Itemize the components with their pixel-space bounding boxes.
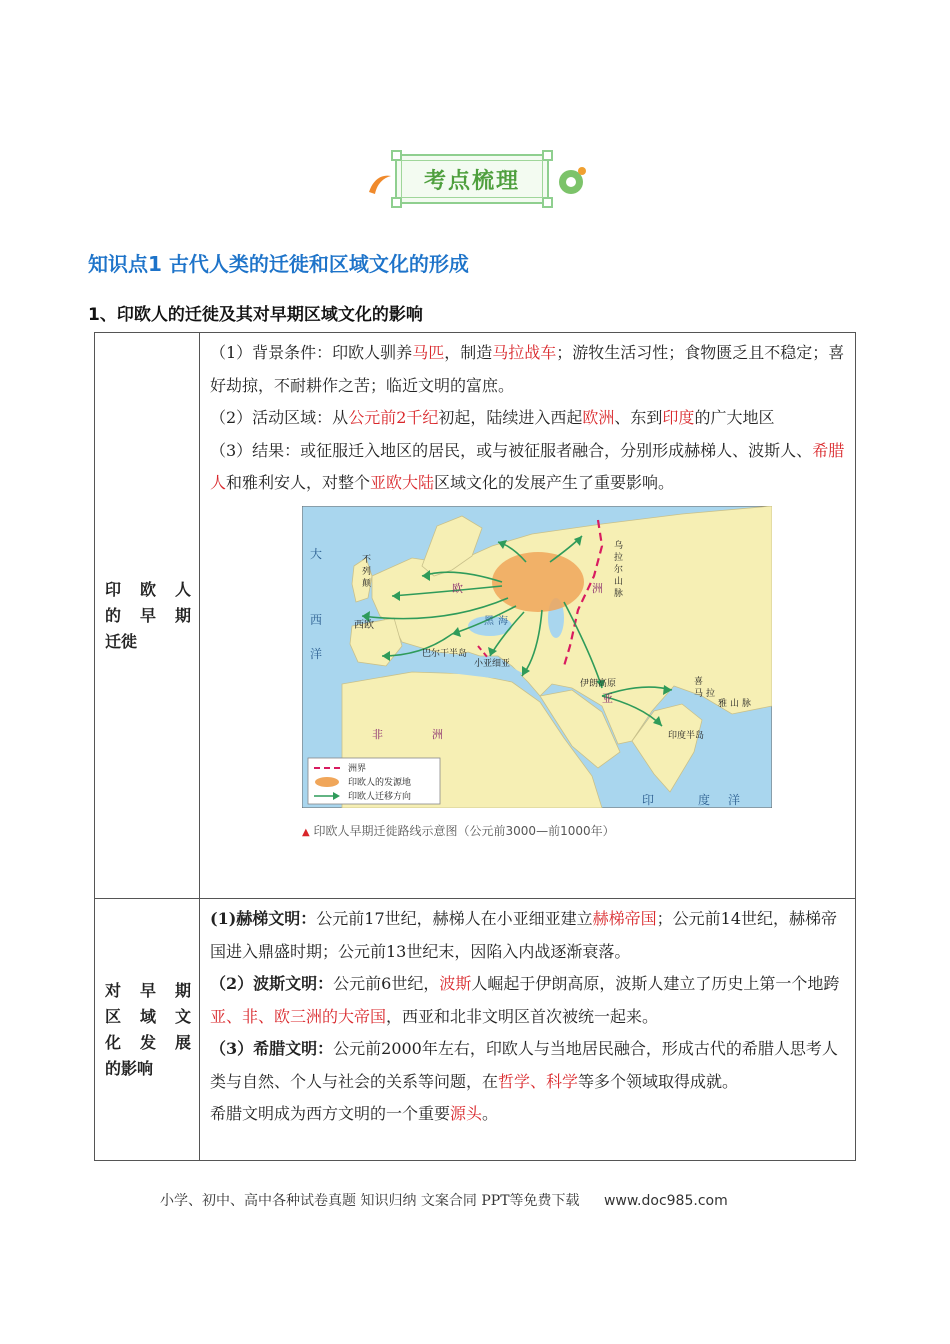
label-line: 印欧人 — [105, 579, 191, 599]
map-label: 非 — [372, 727, 383, 741]
map-label: 大 — [310, 546, 323, 561]
section-title: 知识点1 古代人类的迁徙和区域文化的形成 — [88, 252, 469, 276]
map-label: 列 — [362, 566, 372, 577]
legend-item: 印欧人迁移方向 — [348, 791, 412, 802]
legend-item: 洲界 — [348, 763, 367, 774]
map-label: 伊朗高原 — [580, 678, 617, 689]
map-label: 印 — [642, 792, 655, 807]
label-line: 迁徙 — [105, 631, 138, 651]
label-line: 化发展 — [105, 1032, 191, 1052]
label-line: 区域文 — [105, 1006, 191, 1026]
leaf-swoosh-icon — [365, 168, 395, 198]
flower-badge-icon — [555, 164, 589, 198]
row-content-migration — [200, 333, 856, 899]
map-label: 拉 — [614, 552, 624, 563]
banner-title: 考点梳理 — [401, 160, 543, 198]
paragraph-persia: （2）波斯文明：公元前6世纪，波斯人崛起于伊朗高原，波斯人建立了历史上第一个地跨亚、非、欧三洲的大帝国，西亚和北非文明区首次被统一起来。 — [210, 974, 840, 1026]
map-label: 西 — [310, 612, 323, 627]
row-label-migration — [95, 333, 200, 899]
legend-item: 印欧人的发源地 — [348, 777, 412, 788]
table-row — [95, 899, 856, 1161]
banner-frame — [395, 154, 549, 204]
footer-site-link[interactable]: www.doc985.com — [603, 1193, 728, 1209]
paragraph-hittite: (1)赫梯文明：公元前17世纪，赫梯人在小亚细亚建立赫梯帝国；公元前14世纪，赫梯帝国进入鼎盛时期；公元前13世纪末，因陷入内战逐渐衰落。 — [210, 909, 838, 961]
map-label: 洲 — [432, 727, 443, 741]
map-label: 度 — [698, 792, 711, 807]
map-label: 马 — [694, 688, 704, 699]
map-label: 洋 — [728, 792, 741, 807]
map-label: 西欧 — [354, 619, 374, 631]
knowledge-table — [94, 332, 856, 1161]
map-label: 拉 — [706, 688, 716, 699]
row-label-influence — [95, 899, 200, 1161]
map-label: 亚 — [602, 691, 613, 705]
map-label: 不 — [362, 554, 372, 565]
map-legend — [308, 758, 440, 804]
page-footer — [160, 1190, 728, 1210]
paragraph-conclusion: 希腊文明成为西方文明的一个重要源头。 — [210, 1104, 499, 1123]
paragraph-background: （1）背景条件：印欧人驯养马匹，制造马拉战车；游牧生活习性；食物匮乏且不稳定；喜好劫掠，不耐耕作之苦；临近文明的富庶。 — [210, 343, 845, 395]
map-label: 巴尔干半岛 — [422, 648, 468, 659]
map-label: 颠 — [362, 578, 372, 589]
label-line: 的影响 — [105, 1058, 154, 1078]
map-label: 欧 — [452, 581, 463, 595]
map-label: 海 — [498, 615, 508, 627]
map-caption: ▲ 印欧人早期迁徙路线示意图（公元前3000—前1000年） — [302, 824, 615, 838]
map-label: 乌 — [614, 540, 624, 551]
paragraph-region: （2）活动区域：从公元前2千纪初起，陆续进入西起欧洲、东到印度的广大地区 — [210, 408, 775, 427]
row-content-influence — [200, 899, 856, 1161]
paragraph-greece: （3）希腊文明：公元前2000年左右，印欧人与当地居民融合，形成古代的希腊人思考人类与自然、个人与社会的关系等问题，在哲学、科学等多个领域取得成就。 — [210, 1039, 838, 1091]
migration-map — [302, 506, 772, 842]
table-row — [95, 333, 856, 899]
map-label: 黑 — [484, 615, 494, 627]
paragraph-result: （3）结果：或征服迁入地区的居民，或与被征服者融合，分别形成赫梯人、波斯人、希腊人和雅利安人，对整个亚欧大陆区域文化的发展产生了重要影响。 — [210, 440, 845, 492]
section-banner — [365, 150, 590, 212]
section-subtitle: 1、印欧人的迁徙及其对早期区域文化的影响 — [88, 305, 423, 325]
map-label: 尔 — [614, 564, 624, 575]
label-line: 的早期 — [105, 605, 191, 625]
map-label: 雅 — [718, 698, 728, 709]
label-line: 对早期 — [105, 980, 191, 1000]
map-label: 小亚细亚 — [474, 658, 511, 669]
map-label: 脉 — [614, 588, 624, 599]
footer-text: 小学、初中、高中各种试卷真题 知识归纳 文案合同 PPT等免费下载 — [160, 1193, 580, 1209]
map-label: 山 — [614, 576, 624, 587]
map-label: 洋 — [310, 646, 323, 661]
map-label: 脉 — [742, 698, 752, 709]
map-figure — [302, 506, 772, 808]
map-label: 洲 — [592, 581, 603, 595]
map-label: 喜 — [694, 676, 704, 687]
map-label: 山 — [730, 698, 740, 709]
map-label: 印度半岛 — [668, 730, 705, 741]
